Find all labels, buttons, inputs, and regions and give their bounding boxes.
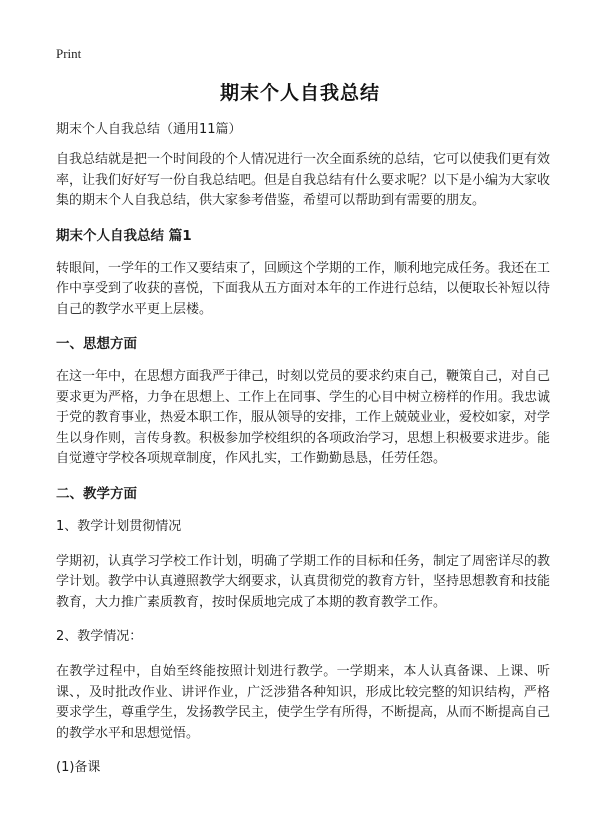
intro-paragraph: 自我总结就是把一个时间段的个人情况进行一次全面系统的总结，它可以使我们更有效率，让我们好好写一份自我总结吧。但是自我总结有什么要求呢？以下是小编为大家收集的期末个人自我总结，供大家参考借鉴，希望可以帮助到有需要的朋友。 xyxy=(56,152,551,208)
print-link[interactable]: Print xyxy=(56,46,82,61)
page-title: 期末个人自我总结 xyxy=(219,82,380,104)
thought-paragraph: 在这一年中，在思想方面我严于律己，时刻以党员的要求约束自己，鞭策自己，对自己要求更为严格，力争在思想上、工作上在同事、学生的心目中树立榜样的作用。我忠诚于党的教育事业，热爱本职工作，服从领导的安排，工作上兢兢业业，爱校如家，对学生以身作则，言传身教。积极参加学校组织的各项政治学习，思想上积极要求进步。能自觉遵守学校各项规章制度，作风扎实，工作勤勤恳恳，任劳任怨。 xyxy=(56,369,551,466)
article-subtitle: 期末个人自我总结（通用11篇） xyxy=(56,122,242,137)
teaching-plan-paragraph: 学期初，认真学习学校工作计划，明确了学期工作的目标和任务，制定了周密详尽的教学计划。教学中认真遵照教学大纲要求，认真贯彻党的教育方针，坚持思想教育和技能教育，大力推广素质教育，按时保质地完成了本期的教育教学工作。 xyxy=(56,553,551,610)
subheading-lesson-prep: (1)备课 xyxy=(56,760,101,775)
article-heading: 期末个人自我总结 篇1 xyxy=(56,227,192,244)
subheading-teaching-status: 2、教学情况： xyxy=(56,629,143,644)
section-heading-thought: 一、思想方面 xyxy=(56,336,137,352)
subheading-teaching-plan: 1、教学计划贯彻情况 xyxy=(56,518,182,534)
teaching-status-paragraph: 在教学过程中，自始至终能按照计划进行教学。一学期来，本人认真备课、上课、听课、，及时批改作业、讲评作业，广泛涉猎各种知识，形成比较完整的知识结构，严格要求学生，尊重学生，发扬教学民主，使学生学有所得，不断提高，从而不断提高自己的教学水平和思想觉悟。 xyxy=(56,664,551,741)
article-content xyxy=(56,120,550,793)
opening-paragraph: 转眼间，一学年的工作又要结束了，回顾这个学期的工作，顺利地完成任务。我还在工作中享受到了收获的喜悦，下面我从五方面对本年的工作进行总结，以便取长补短以待自己的教学水平更上层楼。 xyxy=(56,260,551,317)
section-heading-teaching: 二、教学方面 xyxy=(56,485,137,502)
